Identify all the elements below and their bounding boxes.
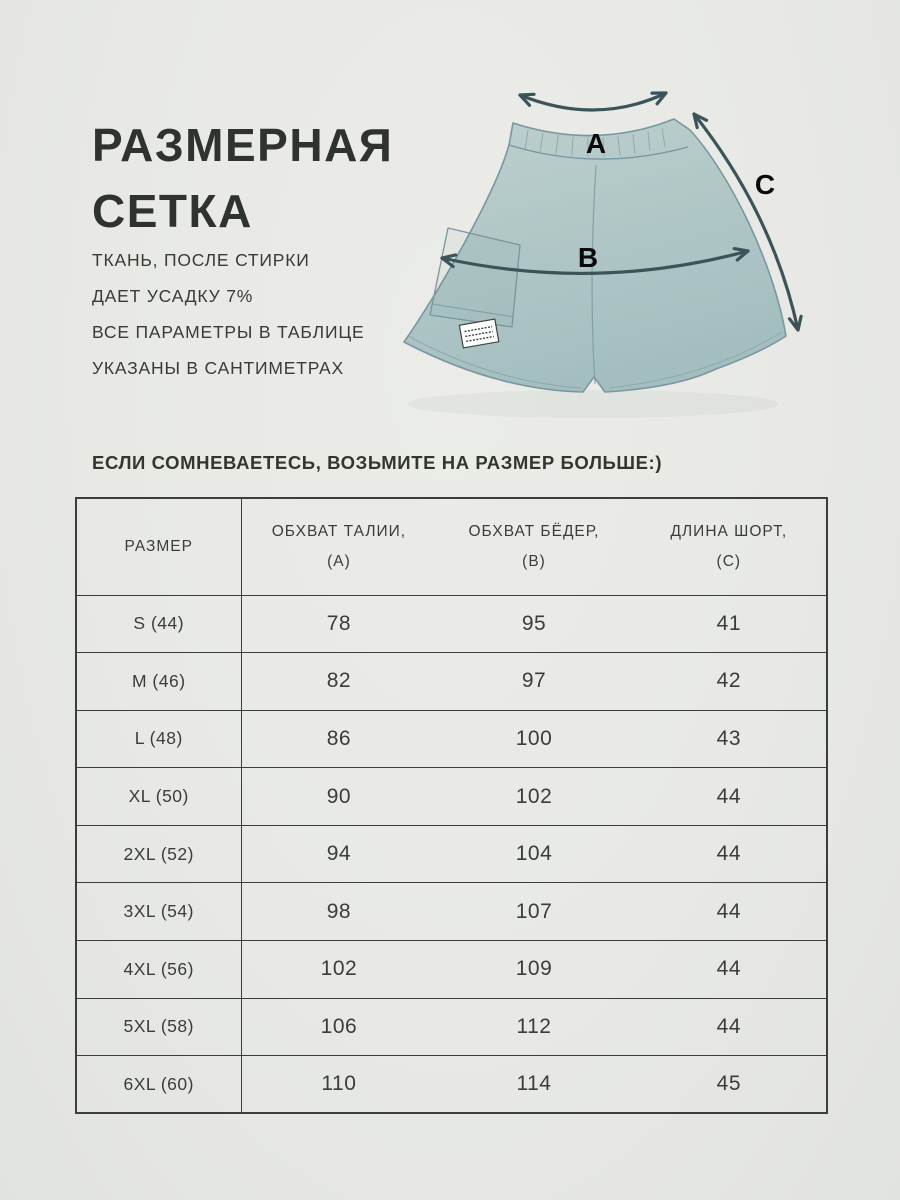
size-cell: 6XL (60) <box>76 1056 241 1114</box>
size-cell: 5XL (58) <box>76 998 241 1056</box>
waist-cell: 98 <box>241 883 436 941</box>
length-cell: 43 <box>632 710 827 768</box>
size-advice-text: ЕСЛИ СОМНЕВАЕТЕСЬ, ВОЗЬМИТЕ НА РАЗМЕР БОЛЬШЕ:) <box>92 452 663 473</box>
note-shrinkage-line2: ДАЕТ УСАДКУ 7% <box>92 286 254 306</box>
length-cell: 41 <box>716 611 741 635</box>
waist-cell: 90 <box>241 768 436 826</box>
waist-cell: 102 <box>241 941 436 999</box>
hips-cell: 109 <box>436 941 631 999</box>
page-title-line2: СЕТКА <box>92 185 253 237</box>
size-row <box>76 883 827 941</box>
length-cell: 44 <box>632 883 827 941</box>
waist-cell: 94 <box>241 825 436 883</box>
size-cell: M (46) <box>76 653 241 711</box>
note-units-line2: УКАЗАНЫ В САНТИМЕТРАХ <box>92 358 344 378</box>
side-pocket <box>430 228 520 327</box>
size-cell: S (44) <box>76 595 241 653</box>
header-row <box>76 498 827 595</box>
hips-cell: 102 <box>436 768 631 826</box>
size-row <box>76 768 827 826</box>
waist-cell: 82 <box>241 653 436 711</box>
hips-cell: 100 <box>436 710 631 768</box>
waist-cell: 86 <box>241 710 436 768</box>
waist-cell: 78 <box>326 611 352 635</box>
hips-cell: 107 <box>436 883 631 941</box>
size-row <box>76 998 827 1056</box>
note-units-line1: ВСЕ ПАРАМЕТРЫ В ТАБЛИЦЕ <box>92 322 365 342</box>
length-cell: 44 <box>632 998 827 1056</box>
size-row <box>76 595 827 653</box>
col-header-hips: ОБХВАТ БЁДЕР, (B) <box>436 498 631 595</box>
page-title-line1: РАЗМЕРНАЯ <box>92 119 394 171</box>
size-row <box>76 653 827 711</box>
waist-cell: 106 <box>241 998 436 1056</box>
length-label: C <box>754 169 776 200</box>
note-units <box>92 314 365 386</box>
shorts-measurement-diagram <box>378 52 848 427</box>
size-row <box>76 941 827 999</box>
col-header-length: ДЛИНА ШОРТ, (C) <box>632 498 827 595</box>
col-header-size: РАЗМЕР <box>76 498 241 595</box>
size-cell: 4XL (56) <box>76 941 241 999</box>
col-header-waist: ОБХВАТ ТАЛИИ, (A) <box>241 498 436 595</box>
hips-label: B <box>577 242 599 273</box>
size-table-container <box>75 497 826 1114</box>
size-cell: L (48) <box>76 710 241 768</box>
waist-arrow <box>520 93 666 110</box>
hips-cell: 114 <box>436 1056 631 1114</box>
size-row <box>76 1056 827 1114</box>
length-cell: 44 <box>632 768 827 826</box>
waist-label: A <box>585 128 607 159</box>
size-cell: XL (50) <box>76 768 241 826</box>
hips-cell: 97 <box>436 653 631 711</box>
hips-cell: 112 <box>436 998 631 1056</box>
length-cell: 42 <box>632 653 827 711</box>
waist-cell: 110 <box>241 1056 436 1114</box>
page-title <box>92 112 393 244</box>
size-cell: 3XL (54) <box>76 883 241 941</box>
length-cell: 44 <box>632 825 827 883</box>
size-row <box>76 825 827 883</box>
shorts-shadow <box>408 390 778 418</box>
note-shrinkage <box>92 242 310 314</box>
size-cell: 2XL (52) <box>76 825 241 883</box>
length-cell: 45 <box>632 1056 827 1114</box>
size-row <box>76 710 827 768</box>
length-cell: 44 <box>632 941 827 999</box>
size-table <box>75 497 828 1114</box>
note-shrinkage-line1: ТКАНЬ, ПОСЛЕ СТИРКИ <box>92 250 310 270</box>
hips-cell: 104 <box>436 825 631 883</box>
hips-cell: 95 <box>521 611 547 635</box>
